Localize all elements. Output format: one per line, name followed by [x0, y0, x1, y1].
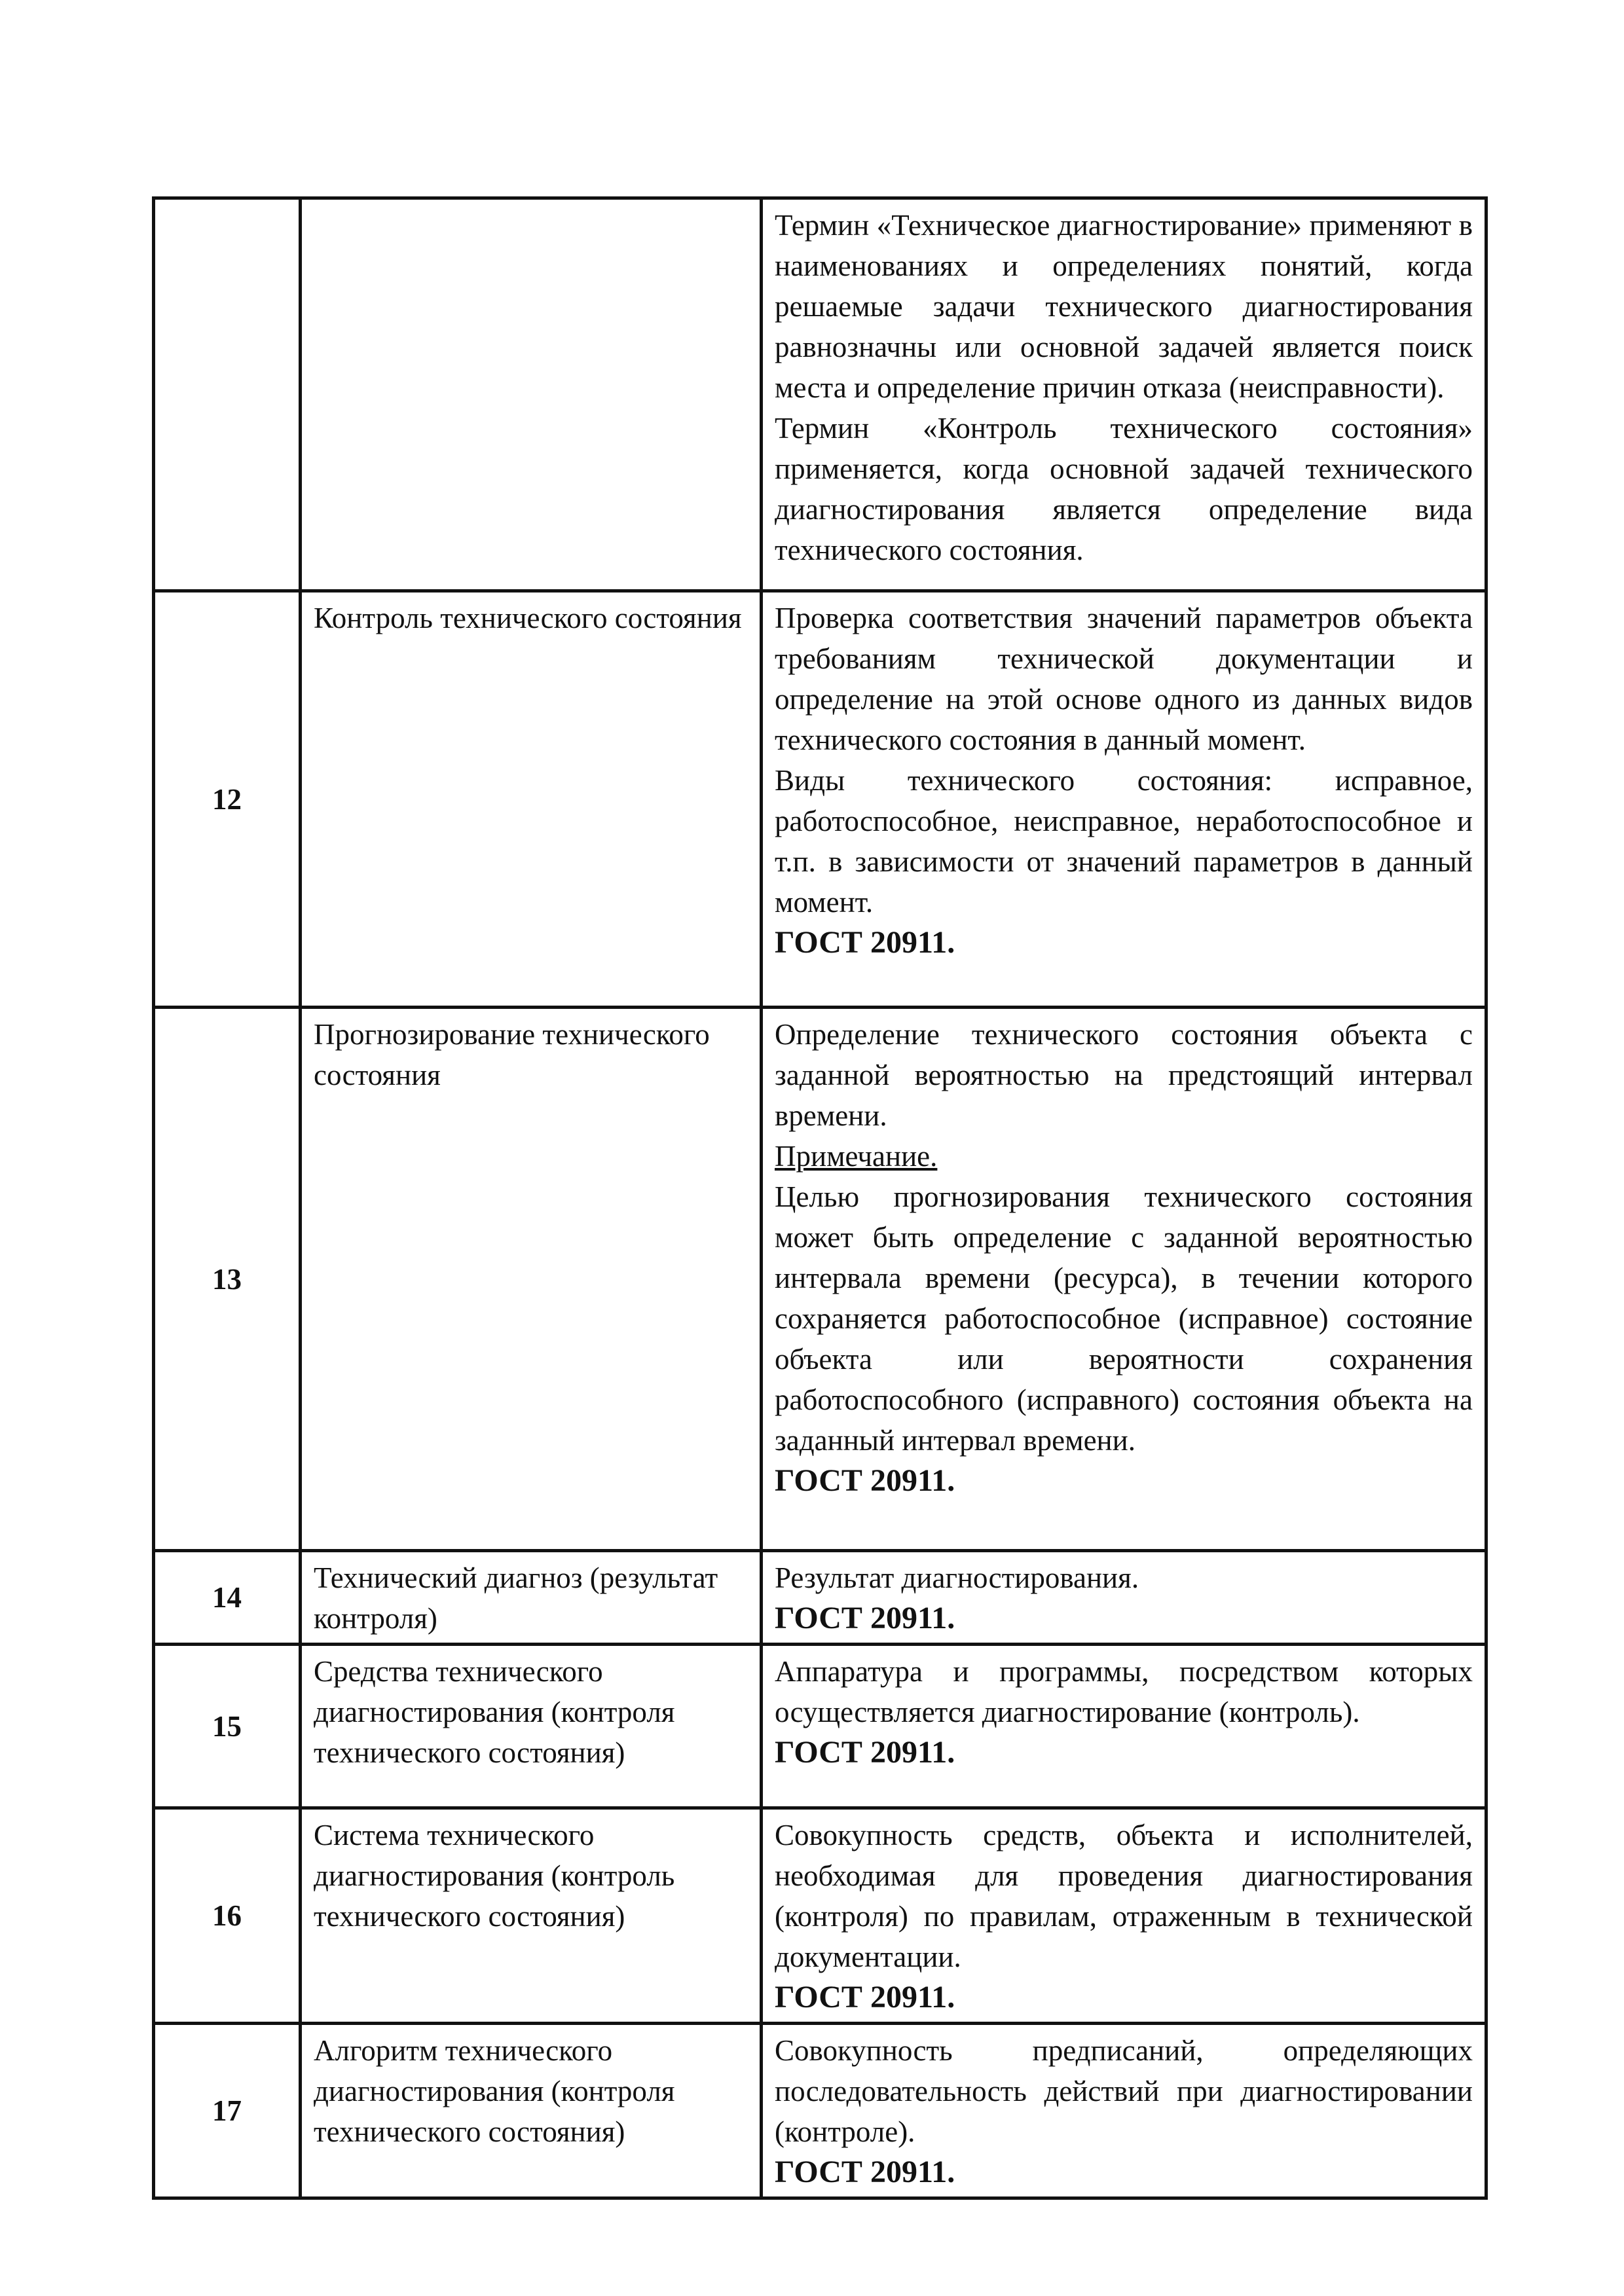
row-definition — [762, 198, 1486, 591]
row-number — [154, 198, 301, 591]
table-row — [154, 591, 1486, 1008]
row-definition — [762, 1645, 1486, 1808]
row-term: Технический диагноз (результат контроля) — [301, 1551, 762, 1645]
definition-paragraph: Виды технического состояния: исправное, работоспособное, неисправное, неработоспособное и т.п. в зависимости от значений параметров в данный момент. — [775, 764, 1473, 919]
row-definition — [762, 591, 1486, 1008]
note-text: Целью прогнозирования технического состояния может быть определение с заданной вероятностью интервала времени (ресурса), в течении которого сохраняется работоспособное (исправное) состояние объекта или вероятности сохранения работоспособного (исправного) состояния объекта на заданный интервал времени. — [775, 1180, 1473, 1457]
row-number: 12 — [154, 591, 301, 1008]
definition-paragraph: Проверка соответствия значений параметров объекта требованиям технической документации и определение на этой основе одного из данных видов технического состояния в данный момент. — [775, 602, 1473, 756]
gost-reference: ГОСТ 20911. — [775, 1735, 955, 1770]
table-row — [154, 1808, 1486, 2024]
row-term: Система технического диагностирования (контроль технического состояния) — [301, 1808, 762, 2024]
row-definition — [762, 1008, 1486, 1551]
terms-table — [152, 196, 1488, 2200]
definition-paragraph: Термин «Контроль технического состояния» применяется, когда основной задачей технического диагностирования является определение вида технического состояния. — [775, 412, 1473, 566]
definition-paragraph: Аппаратура и программы, посредством которых осуществляется диагностирование (контроль). — [775, 1655, 1473, 1728]
row-term: Алгоритм технического диагностирования (контроля технического состояния) — [301, 2024, 762, 2198]
table-row — [154, 1645, 1486, 1808]
gost-reference: ГОСТ 20911. — [775, 2155, 955, 2189]
row-number: 15 — [154, 1645, 301, 1808]
definition-paragraph: Результат диагностирования. — [775, 1561, 1139, 1594]
definition-paragraph: Совокупность средств, объекта и исполнителей, необходимая для проведения диагностирования (контроля) по правилам, отраженным в технической документации. — [775, 1819, 1473, 1973]
row-definition — [762, 1551, 1486, 1645]
table-row — [154, 1008, 1486, 1551]
table-row — [154, 2024, 1486, 2198]
row-definition — [762, 2024, 1486, 2198]
row-term: Прогнозирование технического состояния — [301, 1008, 762, 1551]
note-label: Примечание. — [775, 1140, 938, 1173]
definition-paragraph: Определение технического состояния объекта с заданной вероятностью на предстоящий интервал времени. — [775, 1018, 1473, 1132]
gost-reference: ГОСТ 20911. — [775, 1980, 955, 2014]
definition-paragraph: Совокупность предписаний, определяющих последовательность действий при диагностировании (контроле). — [775, 2034, 1473, 2148]
gost-reference: ГОСТ 20911. — [775, 1601, 955, 1635]
row-number: 17 — [154, 2024, 301, 2198]
definition-paragraph: Термин «Техническое диагностирование» применяют в наименованиях и определениях понятий, когда решаемые задачи технического диагностирования равнозначны или основной задачей является поиск места и определение причин отказа (неисправности). — [775, 209, 1473, 404]
row-number: 16 — [154, 1808, 301, 2024]
row-term — [301, 198, 762, 591]
gost-reference: ГОСТ 20911. — [775, 1463, 955, 1498]
table-row — [154, 198, 1486, 591]
table-row — [154, 1551, 1486, 1645]
row-definition — [762, 1808, 1486, 2024]
row-term: Средства технического диагностирования (контроля технического состояния) — [301, 1645, 762, 1808]
row-term: Контроль технического состояния — [301, 591, 762, 1008]
row-number: 13 — [154, 1008, 301, 1551]
gost-reference: ГОСТ 20911. — [775, 925, 955, 960]
row-number: 14 — [154, 1551, 301, 1645]
